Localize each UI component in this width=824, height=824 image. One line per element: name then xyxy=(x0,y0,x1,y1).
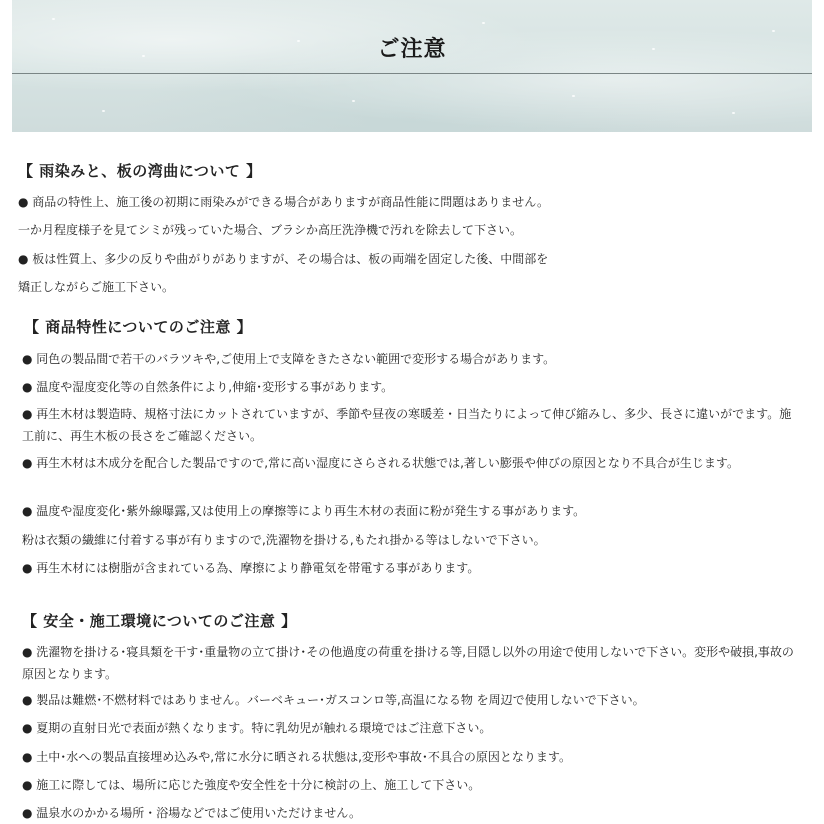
texture-speck xyxy=(52,18,55,20)
page-title: ご注意 xyxy=(377,37,447,62)
notice-line: ● 洗濯物を掛ける･寝具類を干す･重量物の立て掛け･その他過度の荷重を掛ける等,目隠し以外の用途で使用しないで下さい。変形や破損,事故の原因となります。 xyxy=(22,645,794,681)
notice-line: ● 土中･水への製品直接埋め込みや,常に水分に晒される状態は,変形や事故･不具合の原因となります。 xyxy=(22,750,571,764)
notice-line: ● 再生木材は木成分を配合した製品ですので,常に高い湿度にさらされる状態では,著しい膨張や伸びの原因となり不具合が生じます。 xyxy=(22,456,739,470)
notice-line: ● 温泉水のかかる場所・浴場などではご使用いただけません。 xyxy=(22,806,362,820)
texture-speck xyxy=(102,110,105,112)
notice-line: ● 温度や湿度変化･紫外線曝露,又は使用上の摩擦等により再生木材の表面に粉が発生する事があります。 xyxy=(22,504,586,518)
notice-line: ● 夏期の直射日光で表面が熱くなります。特に乳幼児が触れる環境ではご注意下さい。 xyxy=(22,721,492,735)
title-divider xyxy=(12,73,812,74)
notice-line: 一か月程度様子を見てシミが残っていた場合、ブラシか高圧洗浄機で汚れを除去して下さい。 xyxy=(18,223,523,237)
notice-line: ● 再生木材は製造時、規格寸法にカットされていますが、季節や昼夜の寒暖差・日当たりによって伸び縮みし、多少、長さに違いがでます。施工前に、再生木板の長さをご確認ください。 xyxy=(22,407,792,443)
texture-speck xyxy=(352,100,355,102)
texture-speck xyxy=(572,95,575,97)
section-heading-safety-environment: 【 安全・施工環境についてのご注意 】 xyxy=(22,612,297,630)
texture-speck xyxy=(482,22,485,24)
notice-line: 矯正しながらご施工下さい。 xyxy=(18,280,175,294)
notice-line: ● 商品の特性上、施工後の初期に雨染みができる場合がありますが商品性能に問題はありません。 xyxy=(18,195,550,209)
notice-line: ● 再生木材には樹脂が含まれている為、摩擦により静電気を帯電する事があります。 xyxy=(22,561,480,575)
notice-line: 粉は衣類の繊維に付着する事が有りますので,洗濯物を掛ける,もたれ掛かる等はしないで下さい。 xyxy=(22,533,546,547)
notice-line: ● 施工に際しては、場所に応じた強度や安全性を十分に検討の上、施工して下さい。 xyxy=(22,778,481,792)
section-heading-product-characteristics: 【 商品特性についてのご注意 】 xyxy=(24,318,253,336)
notice-line: ● 板は性質上、多少の反りや曲がりがありますが、その場合は、板の両端を固定した後、中間部を xyxy=(18,252,549,266)
section-heading-rain-stains: 【 雨染みと、板の湾曲について 】 xyxy=(18,162,262,180)
texture-speck xyxy=(732,112,735,114)
notice-line: ● 温度や湿度変化等の自然条件により,伸縮･変形する事があります。 xyxy=(22,380,394,394)
notice-line: ● 製品は難燃･不燃材料ではありません。バーベキュー･ガスコンロ等,高温になる物 を周辺で使用しないで下さい。 xyxy=(22,693,645,707)
notice-line: ● 同色の製品間で若干のバラツキや,ご使用上で支障をきたさない範囲で変形する場合があります。 xyxy=(22,352,556,366)
header-banner xyxy=(12,0,812,132)
